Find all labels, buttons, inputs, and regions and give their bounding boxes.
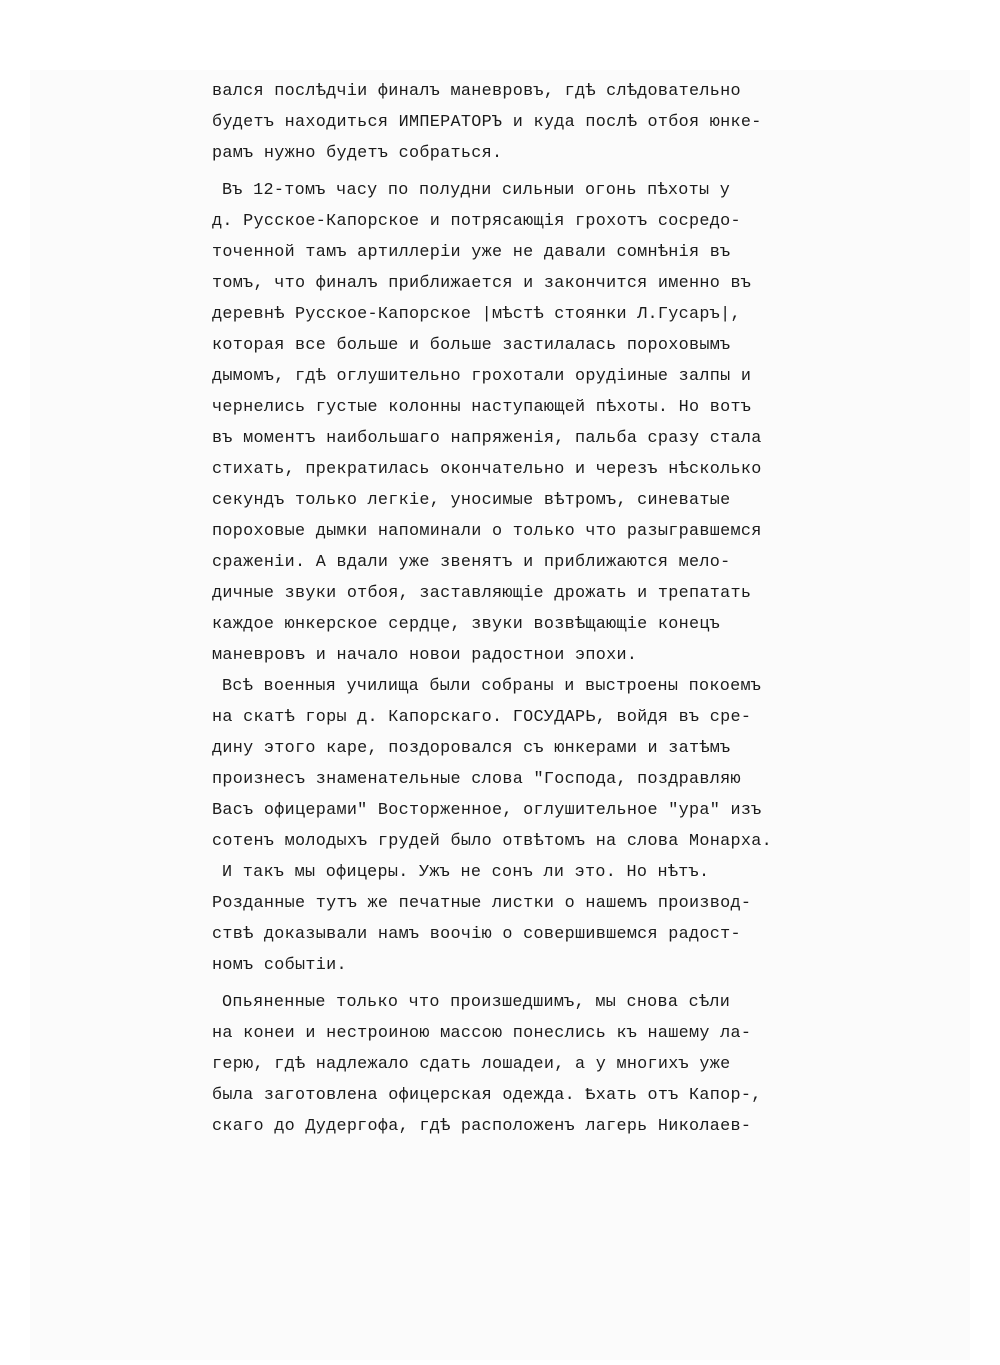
text-line: Васъ офицерами" Восторженное, оглушительное "ура" изъ	[212, 801, 762, 820]
text-line: Въ 12-томъ часу по полудни сильныи огонь пѣхоты у	[222, 181, 731, 200]
text-line: точенной тамъ артиллерiи уже не давали сомнѣнiя въ	[212, 243, 731, 262]
text-line: деревнѣ Русское-Капорское |мѣстѣ стоянки Л.Гусаръ|,	[212, 305, 741, 324]
text-line: сраженiи. А вдали уже звенятъ и приближаются мело-	[212, 553, 731, 572]
text-line: томъ, что финалъ приближается и закончится именно въ	[212, 274, 752, 293]
text-line: И такъ мы офицеры. Ужъ не сонъ ли это. Но нѣтъ.	[222, 863, 710, 882]
text-line: рамъ нужно будетъ собраться.	[212, 144, 503, 163]
text-line: пороховые дымки напоминали о только что разыгравшемся	[212, 522, 762, 541]
text-line: герю, гдѣ надлежало сдать лошадеи, а у многихъ уже	[212, 1055, 731, 1074]
text-line: дину этого каре, поздоровался съ юнкерами и затѣмъ	[212, 739, 731, 758]
text-line: на конеи и нестроиною массою понеслись къ нашему ла-	[212, 1024, 752, 1043]
text-line: ствѣ доказывали намъ воочiю о совершившемся радост-	[212, 925, 741, 944]
text-line: была заготовлена офицерская одежда. Ѣхать отъ Капор-,	[212, 1086, 762, 1105]
text-line: чернелись густые колонны наступающей пѣхоты. Но вотъ	[212, 398, 752, 417]
text-line: маневровъ и начало новои радостнои эпохи.	[212, 646, 638, 665]
document-text	[212, 76, 792, 1142]
text-line: д. Русское-Капорское и потрясающiя грохотъ сосредо-	[212, 212, 741, 231]
text-line: скаго до Дудергофа, гдѣ расположенъ лагерь Николаев-	[212, 1117, 752, 1136]
text-line: дичные звуки отбоя, заставляющiе дрожать и трепатать	[212, 584, 752, 603]
text-line: каждое юнкерское сердце, звуки возвѣщающiе конецъ	[212, 615, 721, 634]
text-line: Опьяненные только что произшедшимъ, мы снова сѣли	[222, 993, 731, 1012]
text-line: Розданные тутъ же печатные листки о нашемъ производ-	[212, 894, 752, 913]
text-line: дымомъ, гдѣ оглушительно грохотали орудiиные залпы и	[212, 367, 752, 386]
text-line: на скатѣ горы д. Капорскаго. ГОСУДАРЬ, войдя въ сре-	[212, 708, 752, 727]
text-line: сотенъ молодыхъ грудей было отвѣтомъ на слова Монарха.	[212, 832, 773, 851]
text-line: въ моментъ наибольшаго напряженiя, пальба сразу стала	[212, 429, 762, 448]
text-line: которая все больше и больше застилалась пороховымъ	[212, 336, 731, 355]
text-line: стихать, прекратилась окончательно и черезъ нѣсколько	[212, 460, 762, 479]
text-line: вался послѣдчiи финалъ маневровъ, гдѣ слѣдовательно	[212, 82, 741, 101]
text-line: номъ событiи.	[212, 956, 347, 975]
text-line: секундъ только легкiе, уносимые вѣтромъ, синеватые	[212, 491, 731, 510]
text-line: будетъ находиться ИМПЕРАТОРЪ и куда послѣ отбоя юнке-	[212, 113, 762, 132]
text-line: Всѣ военныя училища были собраны и выстроены покоемъ	[222, 677, 762, 696]
text-line: произнесъ знаменательные слова "Господа, поздравляю	[212, 770, 741, 789]
